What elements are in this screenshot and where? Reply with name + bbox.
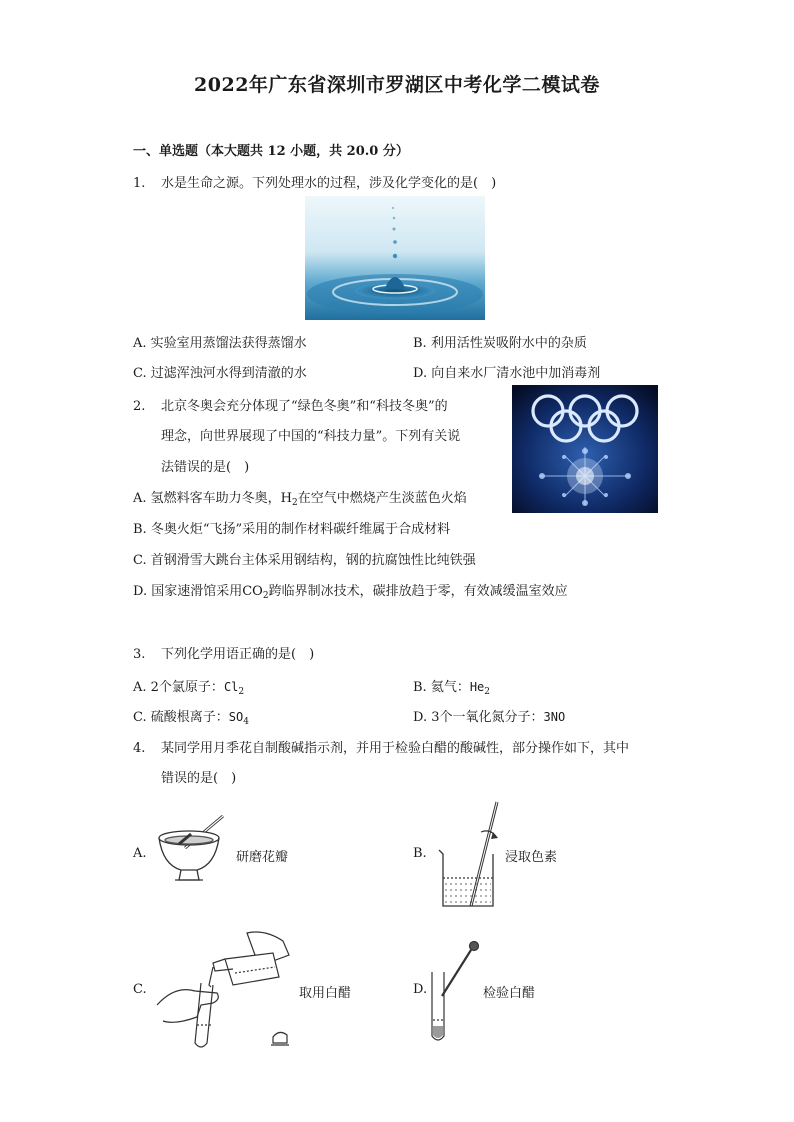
- option-text: A. 氢燃料客车助力冬奥，: [133, 491, 281, 506]
- q3-option-a: [133, 676, 244, 695]
- q1-option-a: A. 实验室用蒸馏法获得蒸馏水: [133, 336, 307, 351]
- pouring-vinegar-icon: [155, 925, 295, 1055]
- formula-subscript: 4: [243, 717, 249, 727]
- formula: SO: [228, 710, 244, 724]
- q1-option-c: C. 过滤浑浊河水得到清澈的水: [133, 366, 307, 381]
- q2-option-b: B. 冬奥火炬“飞扬”采用的制作材料碳纤维属于合成材料: [133, 522, 451, 537]
- formula-subscript: 2: [484, 687, 491, 697]
- option-text: 跨临界制冰技术，碳排放趋于零，有效减缓温室效应: [268, 584, 568, 599]
- option-text: 在空气中燃烧产生淡蓝色火焰: [297, 491, 467, 506]
- formula: 3NO: [543, 710, 566, 724]
- q3-option-b: [413, 676, 490, 695]
- q1-option-b: B. 利用活性炭吸附水中的杂质: [413, 336, 587, 351]
- q4-option-a-letter: A.: [133, 846, 147, 861]
- option-text: B. 氦气：: [413, 680, 470, 695]
- question-number: 1.: [133, 176, 146, 191]
- q4-option-b-letter: B.: [413, 846, 427, 861]
- option-text: D. 国家速滑馆采用: [133, 584, 243, 599]
- question-stem: 下列化学用语正确的是( ): [161, 647, 315, 662]
- option-text: A. 2个氯原子：: [133, 680, 224, 695]
- q2-option-d: [133, 580, 568, 599]
- section-heading: 一、单选题（本大题共 12 小题，共 20.0 分）: [133, 144, 409, 159]
- question-stem: 水是生命之源。下列处理水的过程，涉及化学变化的是( ): [161, 176, 497, 191]
- question-number: 4.: [133, 741, 146, 756]
- q4-option-c-label: 取用白醋: [299, 986, 352, 1001]
- formula: He: [469, 680, 485, 694]
- formula: CO: [242, 584, 263, 599]
- page-title: 2022年广东省深圳市罗湖区中考化学二模试卷: [194, 74, 600, 96]
- q1-option-d: D. 向自来水厂清水池中加消毒剂: [413, 366, 601, 381]
- formula-subscript: 2: [262, 591, 269, 601]
- q3-option-c: [133, 706, 249, 725]
- q2-option-a: [133, 487, 467, 506]
- option-text: C. 硫酸根离子：: [133, 710, 229, 725]
- q3-option-d: [413, 706, 565, 725]
- question-stem-line-2: 理念，向世界展现了中国的“科技力量”。下列有关说: [161, 429, 461, 444]
- formula: H: [280, 491, 292, 506]
- question-number: 3.: [133, 647, 146, 662]
- q4-option-d-letter: D.: [413, 982, 428, 997]
- question-3: [133, 643, 314, 662]
- question-stem-line-1: 某同学用月季花自制酸碱指示剂，并用于检验白醋的酸碱性，部分操作如下，其中: [161, 741, 630, 756]
- question-number: 2.: [133, 399, 146, 414]
- q2-option-c: C. 首钢滑雪大跳台主体采用钢结构，钢的抗腐蚀性比纯铁强: [133, 553, 476, 568]
- q4-option-a-label: 研磨花瓣: [236, 850, 289, 865]
- q4-option-d-label: 检验白醋: [483, 986, 536, 1001]
- question-stem-line-2: 错误的是( ): [161, 771, 237, 786]
- question-stem-line-1: 北京冬奥会充分体现了“绿色冬奥”和“科技冬奥”的: [161, 399, 448, 414]
- formula: Cl: [223, 680, 239, 694]
- water-drop-image: [305, 196, 485, 320]
- option-text: D. 3个一氧化氮分子：: [413, 710, 544, 725]
- dropper-test-tube-icon: [428, 938, 480, 1048]
- q4-option-c-letter: C.: [133, 982, 147, 997]
- question-1: [133, 172, 496, 191]
- olympic-rings-snowflake-image: [512, 385, 658, 513]
- question-2: [133, 395, 448, 414]
- q4-option-b-label: 浸取色素: [505, 850, 558, 865]
- mortar-pestle-icon: [155, 810, 230, 890]
- formula-subscript: 2: [238, 687, 245, 697]
- question-stem-line-3: 法错误的是( ): [161, 460, 250, 475]
- beaker-stirring-icon: [435, 798, 505, 913]
- formula-subscript: 2: [292, 498, 298, 508]
- question-4: [133, 737, 629, 756]
